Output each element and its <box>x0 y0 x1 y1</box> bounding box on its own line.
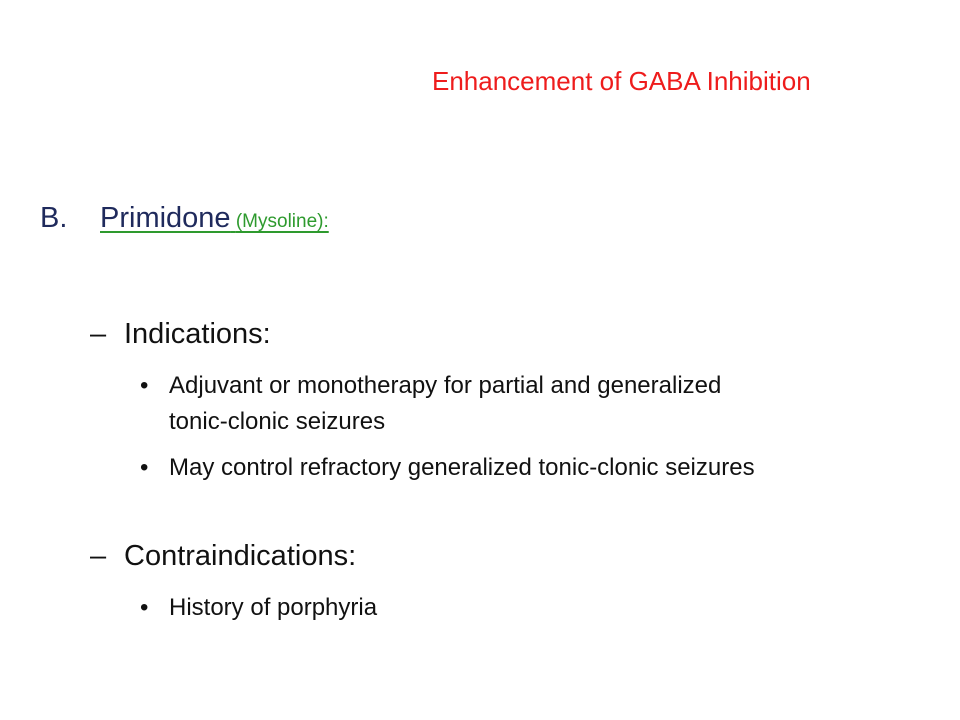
section-dash: – <box>90 318 107 350</box>
drug-heading <box>40 202 329 235</box>
heading-letter: B. <box>40 202 68 234</box>
list-item-text: Adjuvant or monotherapy for partial and generalized tonic-clonic seizures <box>169 372 722 435</box>
list-item <box>140 590 840 626</box>
list-item-text: History of porphyria <box>169 594 378 621</box>
brand-name <box>231 211 329 232</box>
section-contraindications <box>90 540 356 573</box>
list-item-text: May control refractory generalized tonic-clonic seizures <box>169 454 755 481</box>
section-dash: – <box>90 540 107 572</box>
section-label: Indications: <box>124 318 271 350</box>
slide-title: Enhancement of GABA Inhibition <box>432 66 811 96</box>
brand-name-text: (Mysoline): <box>235 211 329 232</box>
section-label: Contraindications: <box>124 540 357 572</box>
bullet-icon: • <box>140 372 149 399</box>
bullet-icon: • <box>140 594 149 621</box>
section-indications <box>90 318 271 351</box>
drug-name: Primidone <box>100 202 231 234</box>
list-item <box>140 450 840 486</box>
bullet-icon: • <box>140 454 149 481</box>
list-item <box>140 368 840 440</box>
